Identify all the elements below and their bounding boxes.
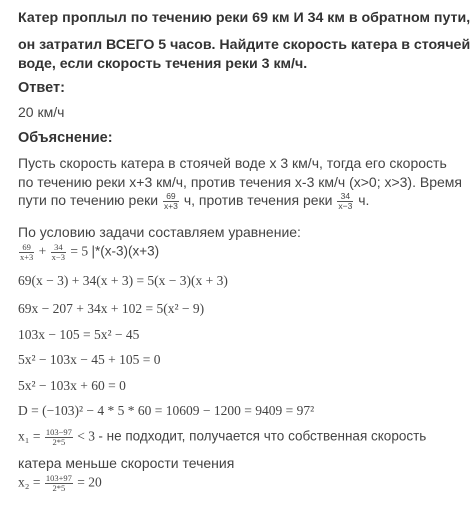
explanation-line-1: Пусть скорость катера в стоячей воде х 3 км/ч, тогда его скорость — [18, 155, 447, 171]
equation-4: 103x − 105 = 5x² − 45 — [18, 327, 140, 342]
explanation-line-3-c: ч. — [358, 192, 370, 208]
equation-2: 69(x − 3) + 34(x + 3) = 5(x − 3)(x + 3) — [18, 273, 228, 288]
explanation-label: Объяснение: — [18, 130, 113, 146]
equation-1: $\frac{69}{x+3}$ + $\frac{34}{x-3}$ = 5 |*(х-3)(х+3) — [20, 242, 160, 262]
question-line-3: воде, если скорость течения реки 3 км/ч. — [18, 56, 308, 72]
root-1-note-line-2: катера меньше скорости течения — [18, 455, 235, 471]
equation-5: 5x² − 103x − 45 + 105 = 0 — [18, 352, 161, 367]
explanation-line-3-b: ч, против течения реки — [183, 192, 333, 208]
explanation-line-4: По условию задачи составляем уравнение: — [18, 224, 301, 240]
equation-6: 5x² − 103x + 60 = 0 — [18, 378, 126, 393]
equation-7: D = (−103)² − 4 * 5 * 60 = 10609 − 1200 = 9409 = 97² — [18, 403, 315, 418]
root-2-fraction: $\frac{103+97}{2*5}$ — [45, 473, 72, 493]
explanation-line-3 — [18, 191, 369, 211]
answer-value: 20 км/ч — [18, 104, 65, 120]
fraction-downstream-time: $\frac{69}{x+3}$ — [163, 190, 178, 211]
eq1-fraction-1: $\frac{69}{x+3}$ — [20, 242, 34, 262]
root-1-fraction: $\frac{103-97}{2*5}$ — [45, 427, 72, 447]
question-line-2: он затратил ВСЕГО 5 часов. Найдите скорость катера в стоячей — [18, 37, 471, 53]
question-line-1: Катер проплыл по течению реки 69 км И 34 км в обратном пути, — [18, 10, 471, 26]
eq1-note: |*(х-3)(х+3) — [91, 243, 160, 259]
eq1-fraction-2: $\frac{34}{x-3}$ — [51, 242, 65, 262]
equation-3: 69x − 207 + 34x + 102 = 5(x² − 9) — [18, 301, 205, 316]
root-1: x₁ = $\frac{103-97}{2*5}$ < 3 - не подходит, получается что собственная скорость — [18, 427, 427, 447]
root-1-note: - не подходит, получается что собственная скорость — [98, 428, 427, 444]
fraction-upstream-time: $\frac{34}{x-3}$ — [338, 190, 353, 211]
explanation-line-3-a: пути по течению реки — [18, 192, 159, 208]
explanation-line-2: по течению реки х+3 км/ч, против течения х-3 км/ч (х>0; х>3). Время — [18, 174, 462, 190]
root-2: x₂ = $\frac{103+97}{2*5}$ = 20 — [18, 473, 102, 493]
answer-label: Ответ: — [18, 80, 65, 96]
